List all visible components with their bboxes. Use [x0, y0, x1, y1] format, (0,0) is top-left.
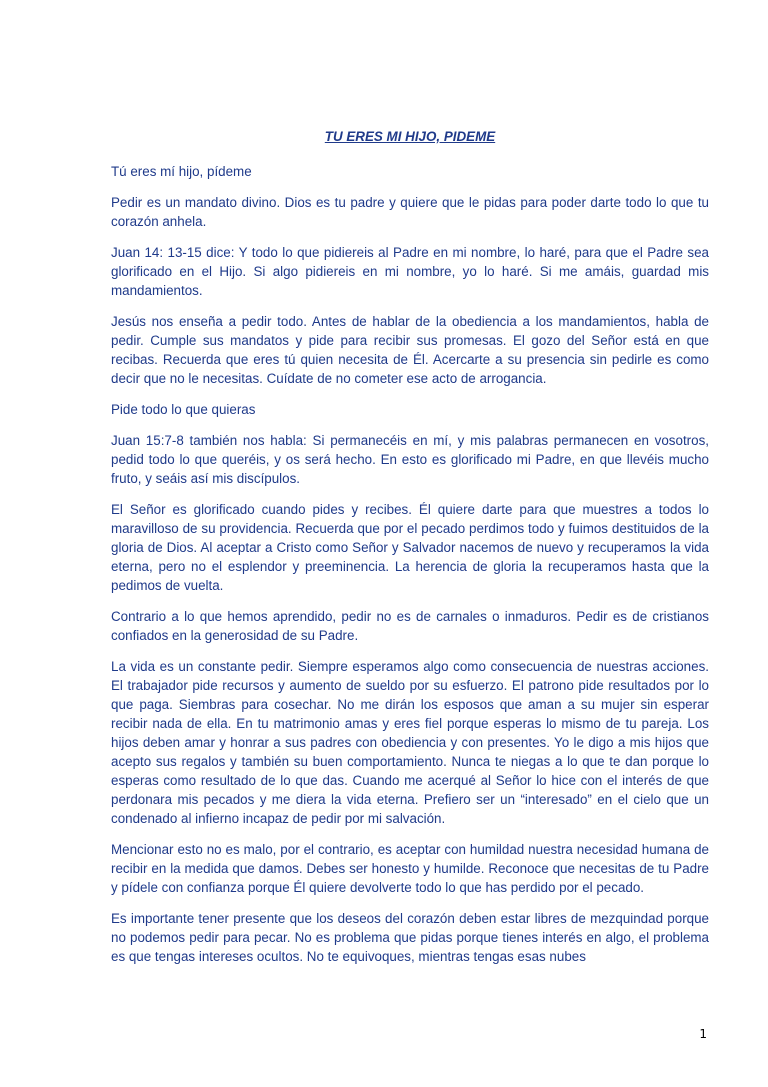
- document-title: TU ERES MI HIJO, PIDEME: [324, 129, 496, 144]
- page-number: 1: [699, 1027, 707, 1041]
- paragraph: Jesús nos enseña a pedir todo. Antes de hablar de la obediencia a los mandamientos, habla de pedir. Cumple sus mandatos y pide para recibir sus promesas. El gozo del Señor está en que recibas. Recuerda que eres tú quien necesita de Él. Acercarte a su presencia sin pedirle es como decir que no le necesitas. Cuídate de no cometer ese acto de arrogancia.: [111, 314, 709, 386]
- paragraph: Mencionar esto no es malo, por el contrario, es aceptar con humildad nuestra necesidad humana de recibir en la medida que damos. Debes ser honesto y humilde. Reconoce que necesitas de tu Padre y pídele con confianza porque Él quiere devolverte todo lo que has perdido por el pecado.: [111, 842, 709, 895]
- document-body: [111, 127, 709, 978]
- paragraph: Es importante tener presente que los deseos del corazón deben estar libres de mezquindad porque no podemos pedir para pecar. No es problema que pidas porque tienes interés en algo, el problema es que tengas intereses ocultos. No te equivoques, mientras tengas esas nubes: [111, 911, 709, 964]
- paragraph: Tú eres mí hijo, pídeme: [111, 164, 252, 179]
- paragraph: La vida es un constante pedir. Siempre esperamos algo como consecuencia de nuestras acciones. El trabajador pide recursos y aumento de sueldo por su esfuerzo. El patrono pide resultados por lo que paga. Siembras para cosechar. No me dirán los esposos que aman a su mujer sin esperar recibir nada de ella. En tu matrimonio amas y eres fiel porque esperas lo mismo de tu pareja. Los hijos deben amar y honrar a sus padres con obediencia y con presentes. Yo le digo a mis hijos que acepto sus regalos y también su buen comportamiento. Nunca te niegas a lo que te dan porque lo esperas como resultado de lo que das. Cuando me acerqué al Señor lo hice con el interés de que perdonara mis pecados y me diera la vida eterna. Prefiero ser un “interesado” en el cielo que un condenado al infierno incapaz de pedir por mi salvación.: [111, 659, 709, 826]
- paragraph: Contrario a lo que hemos aprendido, pedir no es de carnales o inmaduros. Pedir es de cristianos confiados en la generosidad de su Padre.: [111, 609, 709, 643]
- paragraph: El Señor es glorificado cuando pides y recibes. Él quiere darte para que muestres a todos lo maravilloso de su providencia. Recuerda que por el pecado perdimos todo y fuimos destituidos de la gloria de Dios. Al aceptar a Cristo como Señor y Salvador nacemos de nuevo y recuperamos la vida eterna, pero no el esplendor y preeminencia. La herencia de gloria la recuperamos hasta que la pedimos de vuelta.: [111, 502, 709, 593]
- paragraph: Juan 15:7-8 también nos habla: Si permanecéis en mí, y mis palabras permanecen en vosotros, pedid todo lo que queréis, y os será hecho. En esto es glorificado mi Padre, en que llevéis mucho fruto, y seáis así mis discípulos.: [111, 433, 709, 486]
- paragraph: Juan 14: 13-15 dice: Y todo lo que pidiereis al Padre en mi nombre, lo haré, para que el Padre sea glorificado en el Hijo. Si algo pidiereis en mi nombre, yo lo haré. Si me amáis, guardad mis mandamientos.: [111, 245, 709, 298]
- paragraph: Pedir es un mandato divino. Dios es tu padre y quiere que le pidas para poder darte todo lo que tu corazón anhela.: [111, 195, 709, 229]
- paragraph: Pide todo lo que quieras: [111, 402, 256, 417]
